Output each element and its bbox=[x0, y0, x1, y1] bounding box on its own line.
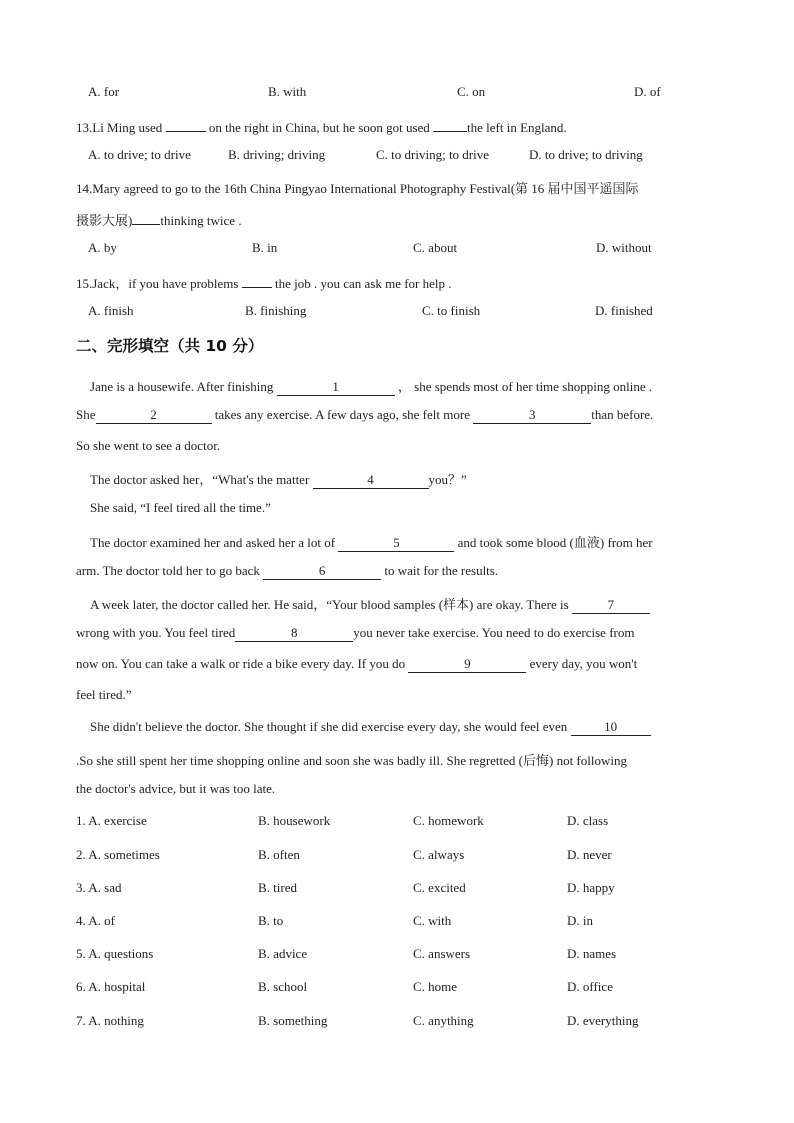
option-d: D. names bbox=[567, 946, 617, 961]
question-14-line2 bbox=[76, 209, 242, 229]
passage-text: to wait for the results. bbox=[381, 563, 499, 578]
passage-line bbox=[90, 469, 467, 489]
option-a: 2. A. sometimes bbox=[76, 847, 160, 862]
question-text: 13.Li Ming used bbox=[76, 120, 166, 135]
question-14-line1: 14.Mary agreed to go to the 16th China Pingyao International Photography Festival(第 16 届中国平遥国际 bbox=[76, 181, 639, 196]
question-text: the job . you can ask me for help . bbox=[271, 276, 452, 291]
option-d: D. to drive; to driving bbox=[529, 147, 643, 162]
option-a: 6. A. hospital bbox=[76, 979, 146, 994]
option-b: B. with bbox=[268, 84, 307, 99]
passage-line bbox=[90, 532, 653, 552]
answer-blank: 6 bbox=[263, 564, 381, 580]
passage-text: ， she spends most of her time shopping online . bbox=[394, 379, 653, 394]
option-c: C. home bbox=[413, 979, 458, 994]
passage-line: .So she still spent her time shopping online and soon she was badly ill. She regretted (后悔) not following bbox=[76, 753, 627, 768]
answer-blank: 8 bbox=[235, 626, 353, 642]
passage-text: The doctor examined her and asked her a lot of bbox=[90, 535, 339, 550]
answer-blank: 10 bbox=[571, 720, 651, 736]
option-b: B. driving; driving bbox=[228, 147, 326, 162]
passage-text: every day, you won't bbox=[526, 656, 638, 671]
question-text: thinking twice . bbox=[160, 213, 242, 228]
option-c: C. always bbox=[413, 847, 465, 862]
option-c: C. excited bbox=[413, 880, 466, 895]
option-d: D. never bbox=[567, 847, 612, 862]
option-a: 3. A. sad bbox=[76, 880, 122, 895]
passage-line bbox=[76, 625, 634, 642]
answer-blank bbox=[132, 209, 160, 225]
option-d: D. without bbox=[596, 240, 652, 255]
option-c: C. on bbox=[457, 84, 486, 99]
answer-blank bbox=[242, 272, 272, 288]
answer-blank bbox=[433, 116, 467, 132]
option-a: A. finish bbox=[88, 303, 134, 318]
question-text: 摄影大展) bbox=[76, 213, 133, 228]
passage-text: The doctor asked her，“What's the matter bbox=[90, 472, 313, 487]
passage-text: Jane is a housewife. After finishing bbox=[90, 379, 277, 394]
passage-line bbox=[76, 407, 653, 424]
option-b: B. in bbox=[252, 240, 278, 255]
passage-text: wrong with you. You feel tired bbox=[76, 625, 236, 640]
option-b: B. advice bbox=[258, 946, 308, 961]
answer-blank: 4 bbox=[313, 473, 429, 489]
passage-line: So she went to see a doctor. bbox=[76, 438, 221, 453]
answer-blank: 2 bbox=[96, 408, 212, 424]
answer-blank: 3 bbox=[473, 408, 591, 424]
option-d: D. happy bbox=[567, 880, 615, 895]
option-c: C. homework bbox=[413, 813, 484, 828]
passage-text: than before. bbox=[591, 407, 654, 422]
option-b: B. school bbox=[258, 979, 308, 994]
question-text: 15.Jack，if you have problems bbox=[76, 276, 242, 291]
option-b: B. tired bbox=[258, 880, 297, 895]
question-text: on the right in China, but he soon got used bbox=[205, 120, 434, 135]
passage-line: the doctor's advice, but it was too late. bbox=[76, 781, 276, 796]
answer-blank: 7 bbox=[572, 598, 650, 614]
option-a: 4. A. of bbox=[76, 913, 115, 928]
option-a: 5. A. questions bbox=[76, 946, 154, 961]
passage-text: you？” bbox=[428, 472, 467, 487]
question-text: the left in England. bbox=[467, 120, 567, 135]
option-c: C. about bbox=[413, 240, 458, 255]
option-b: B. to bbox=[258, 913, 284, 928]
passage-text: She didn't believe the doctor. She thought if she did exercise every day, she would feel even bbox=[90, 719, 571, 734]
passage-text: A week later, the doctor called her. He said，“Your blood samples (样本) are okay. There is bbox=[90, 597, 572, 612]
passage-line: feel tired.” bbox=[76, 687, 132, 702]
option-a: A. by bbox=[88, 240, 117, 255]
question-13 bbox=[76, 116, 567, 136]
question-15 bbox=[76, 272, 452, 292]
passage-line bbox=[76, 656, 637, 673]
option-a: 1. A. exercise bbox=[76, 813, 147, 828]
passage-line bbox=[90, 594, 650, 614]
option-c: C. to driving; to drive bbox=[376, 147, 490, 162]
option-c: C. with bbox=[413, 913, 452, 928]
passage-text: you never take exercise. You need to do exercise from bbox=[353, 625, 635, 640]
option-d: D. everything bbox=[567, 1013, 639, 1028]
option-d: D. of bbox=[634, 84, 661, 99]
option-b: B. housework bbox=[258, 813, 331, 828]
option-d: D. class bbox=[567, 813, 609, 828]
option-a: A. for bbox=[88, 84, 120, 99]
passage-line bbox=[90, 376, 652, 396]
section-heading: 二、完形填空（共 10 分） bbox=[76, 337, 264, 355]
answer-blank bbox=[166, 116, 206, 132]
answer-blank: 5 bbox=[338, 536, 454, 552]
passage-line: She said, “I feel tired all the time.” bbox=[90, 500, 271, 515]
option-a: 7. A. nothing bbox=[76, 1013, 144, 1028]
passage-text: now on. You can take a walk or ride a bike every day. If you do bbox=[76, 656, 409, 671]
option-b: B. often bbox=[258, 847, 300, 862]
passage-text: She bbox=[76, 407, 96, 422]
answer-blank: 9 bbox=[408, 657, 526, 673]
option-a: A. to drive; to drive bbox=[88, 147, 191, 162]
option-b: B. finishing bbox=[245, 303, 307, 318]
option-c: C. anything bbox=[413, 1013, 474, 1028]
option-d: D. finished bbox=[595, 303, 653, 318]
option-d: D. in bbox=[567, 913, 593, 928]
option-b: B. something bbox=[258, 1013, 328, 1028]
passage-text: takes any exercise. A few days ago, she felt more bbox=[211, 407, 474, 422]
passage-line bbox=[76, 563, 498, 580]
answer-blank: 1 bbox=[277, 380, 395, 396]
passage-text: and took some blood (血液) from her bbox=[454, 535, 653, 550]
option-d: D. office bbox=[567, 979, 613, 994]
passage-line bbox=[90, 719, 651, 736]
passage-text: arm. The doctor told her to go back bbox=[76, 563, 264, 578]
option-c: C. answers bbox=[413, 946, 471, 961]
option-c: C. to finish bbox=[422, 303, 481, 318]
